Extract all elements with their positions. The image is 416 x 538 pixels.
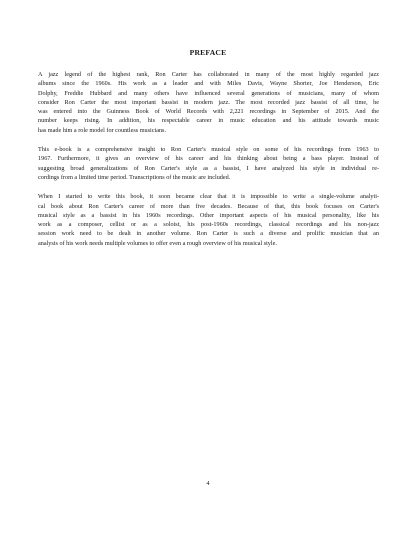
- text-line: albums since the 1960s. His work as a leader and with Miles Davis, Wayne Shorter, Joe Henderson, Eric: [38, 80, 379, 88]
- text-line: analysis of his work needs multiple volumes to offer even a rough overview of his musical style.: [38, 239, 277, 247]
- text-line: A jazz legend of the highest rank, Ron Carter has collaborated in many of the most highly regarded jazz: [38, 71, 379, 78]
- body-text: [38, 70, 379, 258]
- page-title: PREFACE: [189, 48, 227, 57]
- text-line: This e-book is a comprehensive insight to Ron Carter's musical style on some of his recordings from 1963 to: [38, 146, 379, 154]
- paragraph-3: [38, 192, 379, 248]
- text-line: 1967. Furthermore, it gives an overview of his career and his thinking about being a bass player. Instead of: [38, 155, 379, 163]
- text-line: work as a composer, cellist or as a soloist, his post-1960s recordings, classical recordings and his non-jazz: [38, 221, 379, 229]
- paragraph-1: [38, 70, 379, 135]
- text-line: When I started to write this book, it soon became clear that it is impossible to write a single-volume analyti-: [38, 193, 379, 201]
- text-line: musical style as a bassist in his 1960s recordings. Other important aspects of his musical personality, like his: [38, 211, 379, 219]
- text-line: has made him a role model for countless musicians.: [38, 126, 167, 134]
- text-line: session work need to be dealt in another volume. Ron Carter is such a diverse and prolific musician that an: [38, 230, 379, 238]
- page-number: 4: [206, 480, 210, 487]
- text-line: cordings from a limited time period. Transcriptions of the music are included.: [38, 173, 231, 181]
- text-line: was entered into the Guinness Book of World Records with 2,221 recordings in September of 2015. And the: [38, 108, 379, 116]
- text-line: Dolphy, Freddie Hubbard and many others have influenced several generations of musicians, many of whom: [38, 89, 379, 97]
- text-line: consider Ron Carter the most important bassist in modern jazz. The most recorded jazz bassist of all time, he: [38, 98, 379, 106]
- text-line: suggesting broad generalizations of Ron Carter's style as a bassist, I have analyzed his style in individual re-: [38, 164, 379, 172]
- text-line: number keeps rising. In addition, his respectable career in music education and his attitude towards music: [38, 117, 379, 125]
- paragraph-2: [38, 145, 379, 182]
- text-line: cal book about Ron Carter's career of more than five decades. Because of that, this book focuses on Carter's: [38, 202, 379, 210]
